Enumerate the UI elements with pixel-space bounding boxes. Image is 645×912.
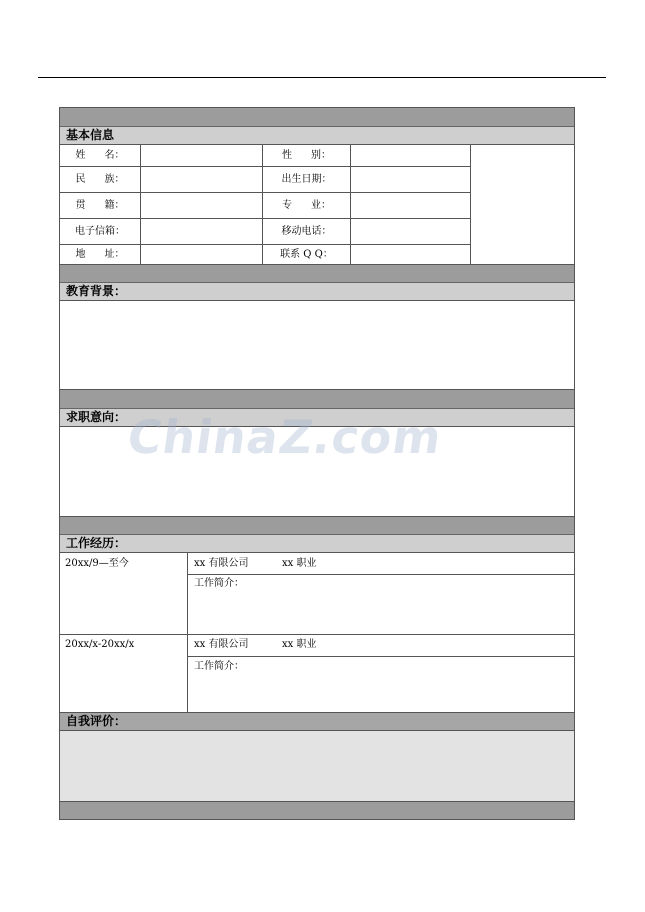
work-period: 20xx/x-20xx/x	[65, 639, 135, 650]
birthdate-value[interactable]	[351, 167, 471, 193]
row-divider	[187, 656, 574, 657]
basic-info-title: 基本信息	[60, 127, 574, 145]
self-eval-content[interactable]	[60, 731, 574, 802]
work-column-divider	[187, 553, 188, 713]
mobile-label: 移动电话：	[263, 219, 351, 245]
section-band	[60, 265, 574, 283]
work-intro-label: 工作简介：	[194, 661, 244, 672]
email-value[interactable]	[141, 219, 263, 245]
work-title: 工作经历：	[60, 535, 574, 553]
resume-form	[59, 107, 575, 820]
intention-title: 求职意向：	[60, 409, 574, 427]
ethnicity-label: 民 族：	[60, 167, 141, 193]
intention-content[interactable]	[60, 427, 574, 517]
qq-label: 联系 Q Q：	[263, 245, 351, 265]
education-title: 教育背景：	[60, 283, 574, 301]
gender-value[interactable]	[351, 145, 471, 167]
name-label: 姓 名：	[60, 145, 141, 167]
section-band	[60, 517, 574, 535]
address-label: 地 址：	[60, 245, 141, 265]
birthdate-label: 出生日期：	[263, 167, 351, 193]
header-rule	[38, 77, 606, 78]
work-position: xx 职业	[282, 639, 317, 650]
row-divider	[60, 634, 574, 635]
email-label: 电子信箱：	[60, 219, 141, 245]
photo-box[interactable]	[471, 145, 574, 265]
native-place-value[interactable]	[141, 193, 263, 219]
address-value[interactable]	[141, 245, 263, 265]
work-period: 20xx/9—至今	[65, 558, 129, 569]
row-divider	[187, 574, 574, 575]
section-band	[60, 390, 574, 409]
work-company: xx 有限公司	[194, 639, 249, 650]
work-intro-label: 工作简介：	[194, 578, 244, 589]
native-place-label: 贯 籍：	[60, 193, 141, 219]
self-eval-title: 自我评价：	[60, 713, 574, 731]
qq-value[interactable]	[351, 245, 471, 265]
watermark-text: ChinaZ.com	[124, 410, 446, 464]
bottom-band	[60, 802, 574, 819]
work-company: xx 有限公司	[194, 558, 249, 569]
name-value[interactable]	[141, 145, 263, 167]
major-value[interactable]	[351, 193, 471, 219]
top-band	[60, 108, 574, 127]
work-position: xx 职业	[282, 558, 317, 569]
gender-label: 性 别：	[263, 145, 351, 167]
mobile-value[interactable]	[351, 219, 471, 245]
education-content[interactable]	[60, 301, 574, 390]
ethnicity-value[interactable]	[141, 167, 263, 193]
major-label: 专 业：	[263, 193, 351, 219]
